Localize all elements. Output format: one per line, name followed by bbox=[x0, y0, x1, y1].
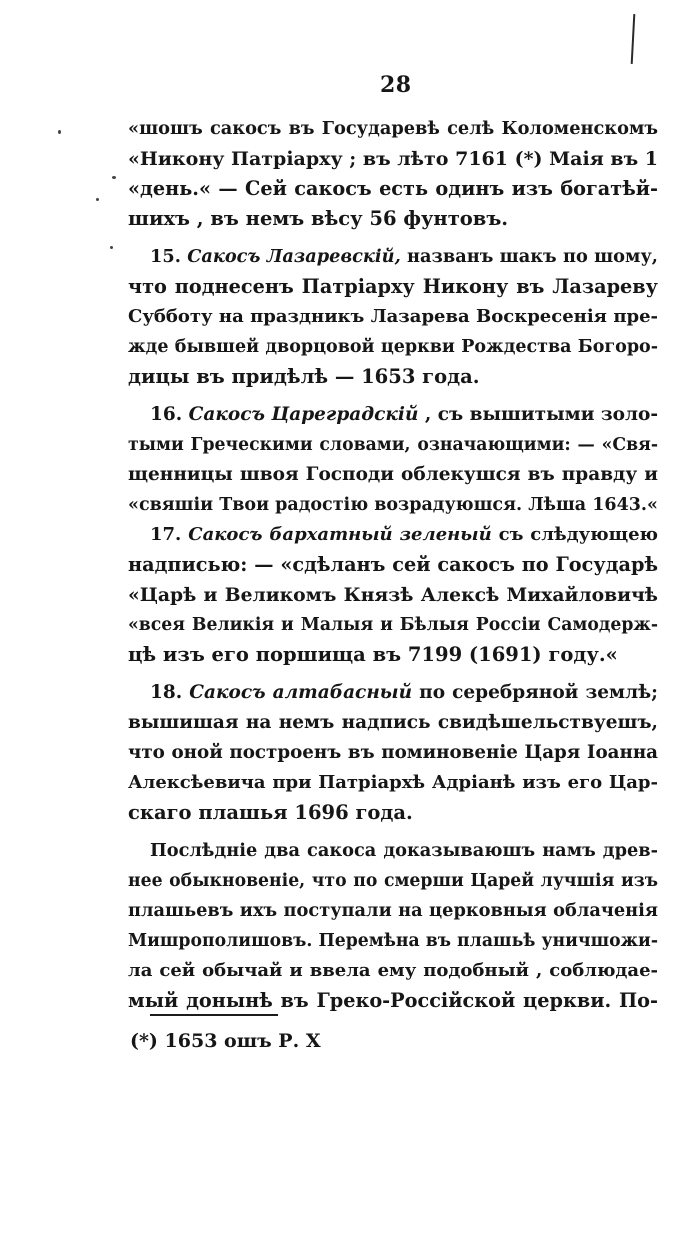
ink-speck bbox=[110, 246, 113, 249]
ink-speck bbox=[96, 198, 99, 201]
text-line: нее обыкновеніе, что по смерши Царей лучшія изъ bbox=[128, 871, 658, 891]
page-number: 28 bbox=[380, 72, 412, 98]
text-line: плашьевъ ихъ поступали на церковныя облаченія bbox=[128, 900, 658, 921]
item-number: 16. bbox=[150, 404, 183, 425]
text-line: щенницы швоя Господи облекушся въ правду и bbox=[128, 464, 658, 485]
text-line: «Царѣ и Великомъ Князѣ Алексѣ Михайловичѣ bbox=[128, 584, 658, 606]
text-line: «шошъ сакосъ въ Государевѣ селѣ Коломенскомъ bbox=[128, 118, 658, 139]
text-line: Мишрополишовъ. Перемѣна въ плашьѣ уничшожи- bbox=[128, 931, 658, 951]
paragraph-continuation bbox=[128, 114, 658, 234]
item-heading-rest: по серебряной землѣ; bbox=[412, 682, 658, 703]
text-line: Субботу на праздникъ Лазарева Воскресенія пре- bbox=[128, 306, 658, 327]
paragraph-item-17 bbox=[128, 520, 658, 670]
text-line: Алексѣевича при Патріархѣ Адріанѣ изъ его Цар- bbox=[128, 772, 658, 793]
text-line: жде бывшей дворцовой церкви Рождества Богоро- bbox=[128, 337, 658, 357]
text-line: скаго плашья 1696 года. bbox=[128, 801, 413, 824]
item-title: Сакосъ бархатный зеленый bbox=[188, 524, 492, 545]
item-title: Сакосъ алтабасный bbox=[189, 682, 413, 703]
item-heading-line bbox=[128, 400, 658, 430]
item-title: Сакосъ Лазаревскій, bbox=[187, 246, 401, 267]
page-edge-mark bbox=[631, 14, 636, 64]
text-line: «всея Великія и Малыя и Бѣлыя Россіи Самодерж- bbox=[128, 615, 658, 635]
text-line: «свяшіи Твои радостію возрадуюшся. Лѣша 1643.« bbox=[128, 495, 658, 515]
item-heading-line bbox=[128, 678, 658, 708]
text-line: вышишая на немъ надпись свидѣшельствуешъ, bbox=[128, 712, 658, 733]
paragraph-item-18 bbox=[128, 678, 658, 828]
text-line: тыми Греческими словами, означающими: — «Свя- bbox=[128, 435, 658, 455]
text-line: мый донынѣ въ Греко-Россійской церкви. По- bbox=[128, 989, 658, 1012]
ink-speck bbox=[112, 176, 116, 179]
paragraph-item-16 bbox=[128, 400, 658, 520]
item-heading-line bbox=[128, 520, 658, 550]
paragraph-closing bbox=[128, 836, 658, 1016]
item-number: 17. bbox=[150, 524, 182, 545]
text-line: что оной построенъ въ поминовеніе Царя Іоанна bbox=[128, 742, 658, 763]
text-line: дицы въ придѣлѣ — 1653 года. bbox=[128, 365, 480, 388]
text-line: что поднесенъ Патріарху Никону въ Лазареву bbox=[128, 275, 658, 298]
paragraph-item-15 bbox=[128, 242, 658, 392]
item-title: Сакосъ Цареградскій bbox=[188, 404, 419, 425]
footnote-separator bbox=[150, 1014, 278, 1016]
text-line: «Никону Патріарху ; въ лѣто 7161 (*) Маія въ 1 bbox=[128, 148, 658, 170]
ink-speck bbox=[58, 130, 61, 134]
text-line: Послѣдніе два сакоса доказываюшъ намъ древ- bbox=[150, 840, 658, 861]
item-heading-rest: , съ вышитыми золо- bbox=[418, 404, 659, 425]
item-number: 15. bbox=[150, 246, 181, 267]
item-number: 18. bbox=[150, 682, 183, 703]
footnote: (*) 1653 ошъ Р. Х bbox=[130, 1030, 321, 1052]
text-line: шихъ , въ немъ вѣсу 56 фунтовъ. bbox=[128, 207, 509, 230]
text-line: ла сей обычай и ввела ему подобный , соблюдае- bbox=[128, 960, 658, 981]
body-text bbox=[128, 114, 658, 1016]
text-line: «день.« — Сей сакосъ есть одинъ изъ богатѣй- bbox=[128, 177, 658, 200]
item-heading-rest: съ слѣдующею bbox=[491, 524, 658, 545]
text-line: надписью: — «сдѣланъ сей сакосъ по Государѣ bbox=[128, 553, 658, 576]
item-heading-rest: названъ шакъ по шому, bbox=[400, 246, 658, 267]
text-line: цѣ изъ его поршища въ 7199 (1691) году.« bbox=[128, 643, 618, 666]
item-heading-line bbox=[128, 242, 658, 272]
